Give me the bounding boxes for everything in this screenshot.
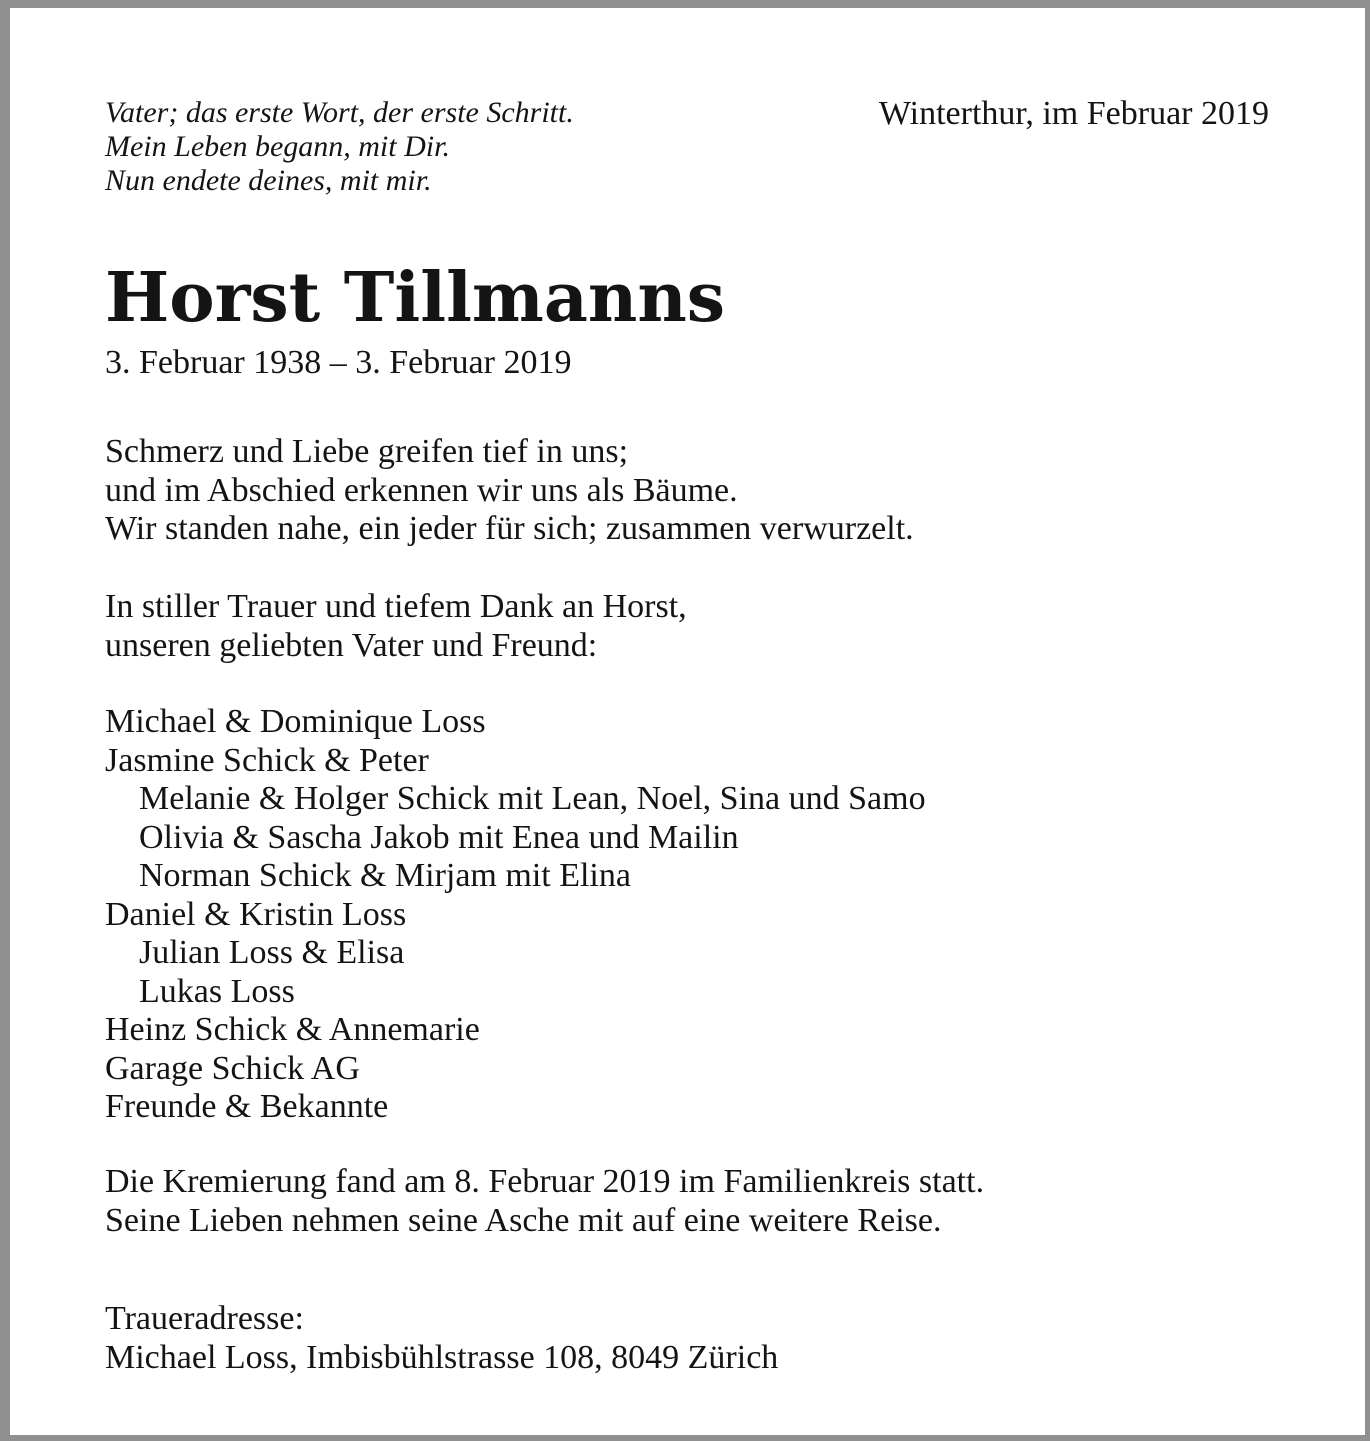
- mourner-entry: Daniel & Kristin Loss: [105, 895, 407, 933]
- dedication: [105, 588, 687, 665]
- mourner-entry: Freunde & Bekannte: [105, 1088, 389, 1125]
- address-value: Michael Loss, Imbisbühlstrasse 108, 8049 Zürich: [105, 1338, 779, 1376]
- cremation-line: Seine Lieben nehmen seine Asche mit auf eine weitere Reise.: [105, 1201, 942, 1239]
- mourner-entry-indented: Melanie & Holger Schick mit Lean, Noel, Sina und Samo: [139, 780, 926, 817]
- deceased-name: Horst Tillmanns: [105, 258, 726, 338]
- cremation-line: Die Kremierung fand am 8. Februar 2019 im Familienkreis statt.: [105, 1163, 985, 1200]
- place-and-date: Winterthur, im Februar 2019: [878, 95, 1269, 132]
- motto-line: Nun endete deines, mit mir.: [105, 164, 432, 197]
- mourner-entry-indented: Lukas Loss: [139, 972, 295, 1010]
- motto-verse: [105, 96, 574, 198]
- mourner-entry: Michael & Dominique Loss: [105, 703, 486, 740]
- poem: [105, 433, 914, 549]
- mourner-entry-indented: Julian Loss & Elisa: [139, 934, 405, 971]
- mourning-address: [105, 1300, 778, 1377]
- life-dates: 3. Februar 1938 – 3. Februar 2019: [105, 344, 572, 381]
- mourner-entry: Garage Schick AG: [105, 1049, 360, 1087]
- mourners-list: [105, 703, 926, 1127]
- motto-line: Mein Leben begann, mit Dir.: [105, 130, 450, 163]
- dedication-line: unseren geliebten Vater und Freund:: [105, 626, 598, 664]
- poem-line: und im Abschied erkennen wir uns als Bäume.: [105, 471, 738, 509]
- dedication-line: In stiller Trauer und tiefem Dank an Horst,: [105, 588, 687, 625]
- mourner-entry-indented: Norman Schick & Mirjam mit Elina: [139, 857, 631, 894]
- mourner-entry-indented: Olivia & Sascha Jakob mit Enea und Mailin: [139, 818, 739, 856]
- poem-line: Wir standen nahe, ein jeder für sich; zusammen verwurzelt.: [105, 510, 914, 547]
- mourner-entry: Heinz Schick & Annemarie: [105, 1011, 480, 1048]
- mourner-entry: Jasmine Schick & Peter: [105, 741, 429, 779]
- cremation-notice: [105, 1163, 984, 1240]
- address-label: Traueradresse:: [105, 1300, 304, 1337]
- motto-line: Vater; das erste Wort, der erste Schritt.: [105, 96, 574, 129]
- poem-line: Schmerz und Liebe greifen tief in uns;: [105, 433, 629, 470]
